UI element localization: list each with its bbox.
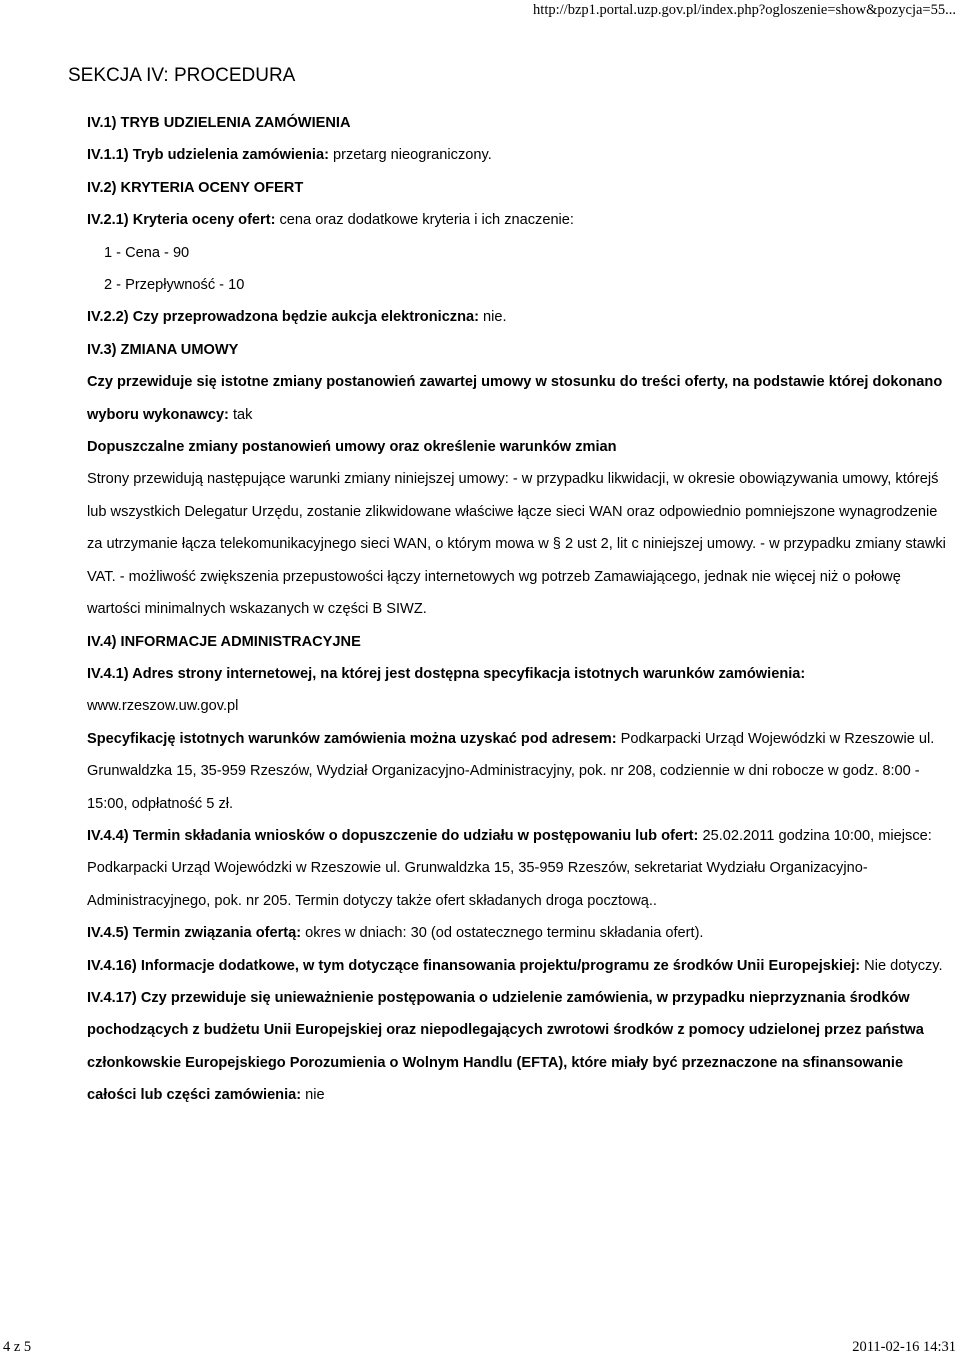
iv416-label: IV.4.16) Informacje dodatkowe, w tym dotyczące finansowania projektu/programu ze środków Unii Europejskiej: <box>87 957 861 974</box>
iv21-label: IV.2.1) Kryteria oceny ofert: <box>87 212 276 229</box>
page-number: 4 z 5 <box>3 1339 32 1355</box>
page-url: http://bzp1.portal.uzp.gov.pl/index.php?ogloszenie=show&pozycja=55... <box>533 2 956 18</box>
spec-value: Podkarpacki Urząd Wojewódzki w Rzeszowie ul. Grunwaldzka 15, 35-959 Rzeszów, Wydział Organizacyjno-Administracyjny, pok. nr 208, codziennie w dni robocze w godz. 8:00 - 15:00, odpłatność 5 zł. <box>87 730 935 812</box>
iv417-label: IV.4.17) Czy przewiduje się unieważnienie postępowania o udzielenie zamówienia, w przypadku nieprzyznania środków pochodzących z budżetu Unii Europejskiej oraz niepodlegających zwrotowi środków z pomocy udzielonej przez państwa członkowskie Europejskiego Porozumienia o Wolnym Handlu (EFTA), które miały być przeznaczone na sfinansowanie całości lub części zamówienia: <box>87 989 924 1104</box>
iv22-label: IV.2.2) Czy przeprowadzona będzie aukcja elektroniczna: <box>87 309 479 326</box>
iv45-label: IV.4.5) Termin związania ofertą: <box>87 925 302 942</box>
print-datetime: 2011-02-16 14:31 <box>852 1339 956 1355</box>
spec-label: Specyfikację istotnych warunków zamówienia można uzyskać pod adresem: <box>87 730 617 747</box>
iv45-item <box>87 917 947 949</box>
iv3-heading: IV.3) ZMIANA UMOWY <box>87 341 239 358</box>
iv21-value: cena oraz dodatkowe kryteria i ich znaczenie: <box>275 212 574 229</box>
iv3-changes-text: Strony przewidują następujące warunki zmiany niniejszej umowy: - w przypadku likwidacji, w okresie obowiązywania umowy, którejś lub wszystkich Delegatur Urzędu, zostanie zlikwidowane właściwe łącze sieci WAN oraz odpowiednio pomniejszone wynagrodzenie za utrzymanie łącza telekomunikacyjnego sieci WAN, o którym mowa w § 2 ust 2, lit c niniejszej umowy. - w przypadku zmiany stawki VAT. - możliwość zwiększenia przepustowości łączy internetowych wg potrzeb Zamawiającego, jednak nie więcej niż o połowę wartości minimalnych wskazanych w części B SIWZ. <box>87 471 946 618</box>
iv11-value: przetarg nieograniczony. <box>328 147 492 164</box>
iv3-question-value: tak <box>228 406 253 423</box>
iv3-question <box>87 366 947 431</box>
iv41-label: IV.4.1) Adres strony internetowej, na której jest dostępna specyfikacja istotnych warunków zamówienia: <box>87 665 806 682</box>
iv11-item <box>87 139 947 171</box>
iv417-item <box>87 982 947 1112</box>
criterion-1: 1 - Cena - 90 <box>104 244 190 261</box>
iv21-item <box>87 204 947 236</box>
iv4-heading: IV.4) INFORMACJE ADMINISTRACYJNE <box>87 633 361 650</box>
iv416-item <box>87 950 947 982</box>
iv11-label: IV.1.1) Tryb udzielenia zamówienia: <box>87 147 329 164</box>
iv45-value: okres w dniach: 30 (od ostatecznego terminu składania ofert). <box>301 925 704 942</box>
iv416-value: Nie dotyczy. <box>860 957 943 974</box>
iv3-question-label: Czy przewiduje się istotne zmiany postanowień zawartej umowy w stosunku do treści oferty, na podstawie której dokonano wyboru wykonawcy: <box>87 374 943 423</box>
section-title: SEKCJA IV: PROCEDURA <box>68 65 296 86</box>
document-content <box>87 107 947 1112</box>
criterion-2: 2 - Przepływność - 10 <box>104 277 245 294</box>
iv44-value: 25.02.2011 godzina 10:00, miejsce: Podkarpacki Urząd Wojewódzki w Rzeszowie ul. Grunwaldzka 15, 35-959 Rzeszów, sekretariat Wydziału Organizacyjno-Administracyjnego, pok. nr 205. Termin dotyczy także ofert składanych droga pocztową.. <box>87 827 932 909</box>
iv2-heading: IV.2) KRYTERIA OCENY OFERT <box>87 179 304 196</box>
iv44-label: IV.4.4) Termin składania wniosków o dopuszczenie do udziału w postępowaniu lub ofert: <box>87 827 699 844</box>
spec-item <box>87 723 947 820</box>
iv22-item <box>87 301 947 333</box>
iv417-value: nie <box>301 1087 325 1104</box>
iv3-changes-label: Dopuszczalne zmiany postanowień umowy oraz określenie warunków zmian <box>87 439 617 456</box>
iv1-heading: IV.1) TRYB UDZIELENIA ZAMÓWIENIA <box>87 115 351 131</box>
iv44-item <box>87 820 947 917</box>
iv22-value: nie. <box>479 309 507 326</box>
iv41-value: www.rzeszow.uw.gov.pl <box>87 698 239 715</box>
